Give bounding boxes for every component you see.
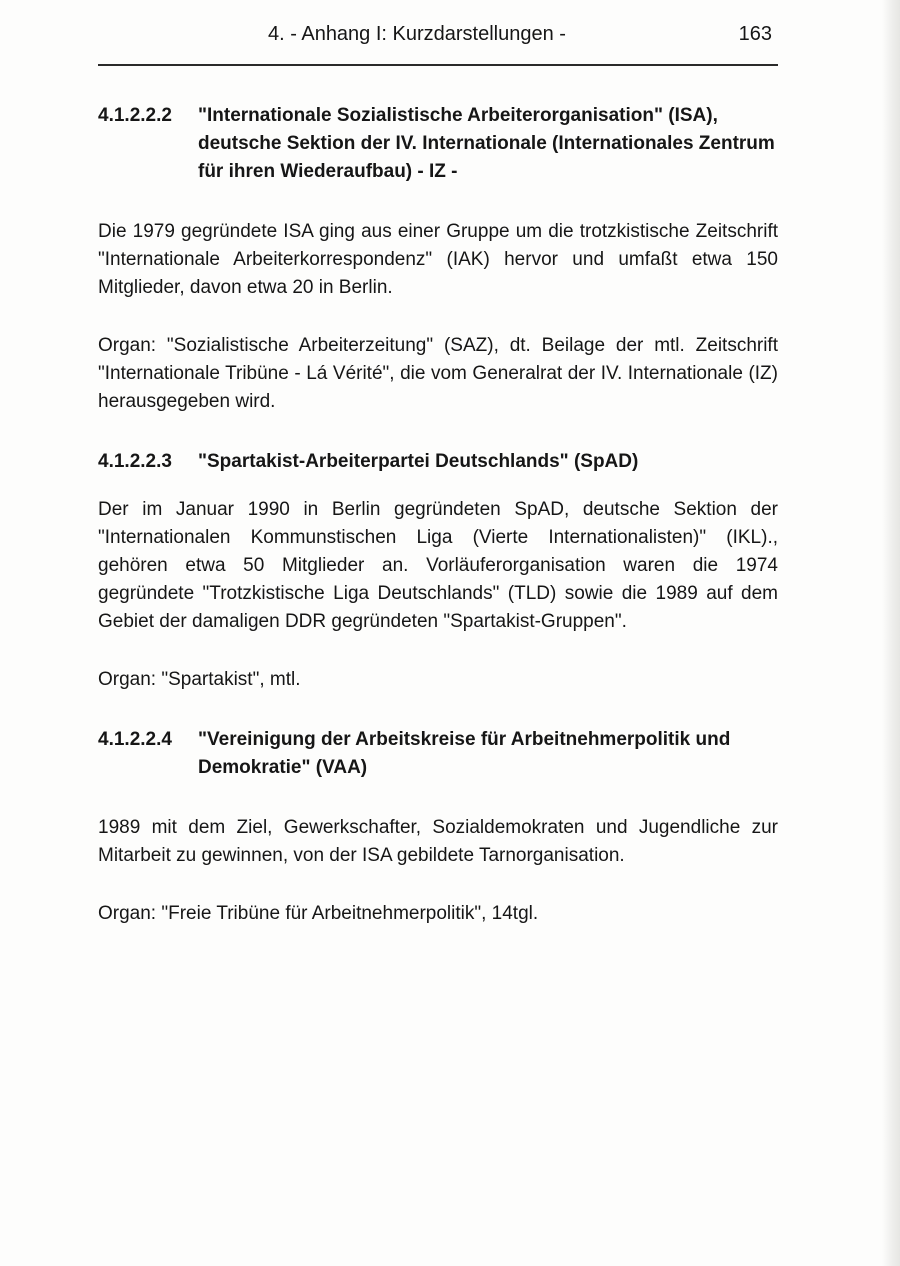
section-number: 4.1.2.2.3 xyxy=(98,451,172,472)
section-heading xyxy=(98,102,778,186)
running-header xyxy=(98,20,778,50)
section-body: Die 1979 gegründete ISA ging aus einer Gruppe um die trotzkistische Zeitschrift "Internationale Arbeiterkorrespondenz" (IAK) hervor und umfaßt etwa 150 Mitglieder, davon etwa 20 in Berlin. xyxy=(98,221,778,298)
section-organ: Organ: "Spartakist", mtl. xyxy=(98,669,301,690)
section-heading xyxy=(98,448,778,476)
page-number: 163 xyxy=(738,23,772,45)
section-title: "Internationale Sozialistische Arbeiterorganisation" (ISA), deutsche Sektion der IV. Internationale (Internationales Zentrum für ihren Wiederaufbau) - IZ - xyxy=(198,105,775,182)
section-isa xyxy=(98,102,778,416)
scan-shadow-edge xyxy=(882,0,900,1266)
section-organ: Organ: "Freie Tribüne für Arbeitnehmerpolitik", 14tgl. xyxy=(98,903,539,924)
section-organ: Organ: "Sozialistische Arbeiterzeitung" (SAZ), dt. Beilage der mtl. Zeitschrift "Internationale Tribüne - Lá Vérité", die vom Generalrat der IV. Internationale (IZ) herausgegeben wird. xyxy=(98,335,778,412)
section-title: "Vereinigung der Arbeitskreise für Arbeitnehmerpolitik und Demokratie" (VAA) xyxy=(198,729,731,778)
section-spad xyxy=(98,448,778,694)
section-number: 4.1.2.2.2 xyxy=(98,105,172,126)
header-rule xyxy=(98,64,778,66)
section-body: 1989 mit dem Ziel, Gewerkschafter, Sozialdemokraten und Jugendliche zur Mitarbeit zu gewinnen, von der ISA gebildete Tarnorganisation. xyxy=(98,817,778,866)
section-heading xyxy=(98,726,778,782)
running-title: 4. - Anhang I: Kurzdarstellungen - xyxy=(268,23,566,45)
section-number: 4.1.2.2.4 xyxy=(98,729,172,750)
section-vaa xyxy=(98,726,778,928)
section-body: Der im Januar 1990 in Berlin gegründeten SpAD, deutsche Sektion der "Internationalen Kommunstischen Liga (Vierte Internationalisten)" (IKL)., gehören etwa 50 Mitglieder an. Vorläuferorganisation waren die 1974 gegründete "Trotzkistische Liga Deutschlands" (TLD) sowie die 1989 auf dem Gebiet der damaligen DDR gegründeten "Spartakist-Gruppen". xyxy=(98,499,778,632)
section-title: "Spartakist-Arbeiterpartei Deutschlands" (SpAD) xyxy=(198,451,639,472)
page-content xyxy=(98,102,778,928)
